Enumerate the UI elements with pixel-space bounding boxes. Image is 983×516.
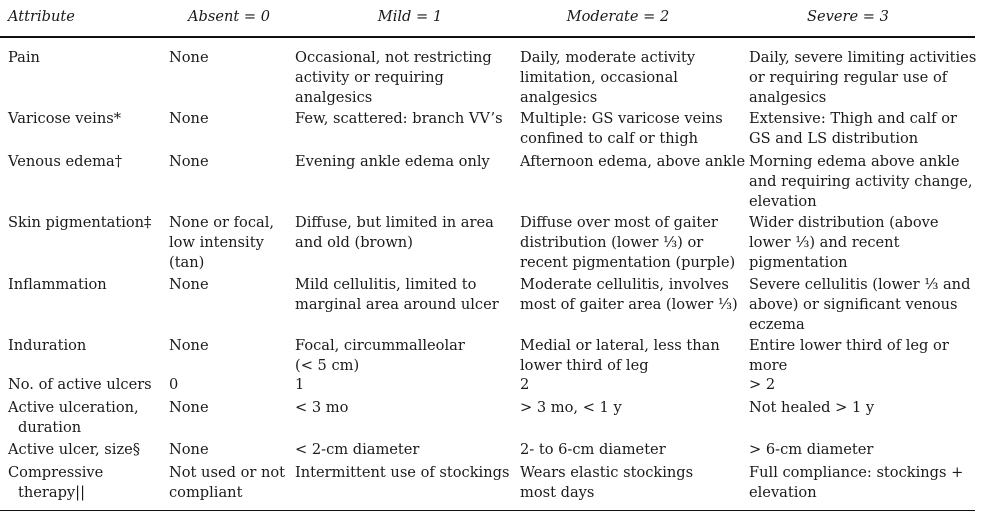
row-attribute: Active ulcer, size§ (8, 441, 141, 458)
row-mild: < 2-cm diameter (295, 441, 420, 458)
row-mild: 1 (295, 376, 305, 393)
row-moderate: Daily, moderate activity limitation, occasional analgesics (520, 49, 696, 106)
row-attribute: Venous edema† (8, 153, 122, 170)
row-mild: Intermittent use of stockings (295, 464, 510, 481)
header-moderate: Moderate = 2 (566, 8, 670, 25)
row-attribute: Pain (8, 49, 40, 66)
row-attribute-line2: therapy|| (18, 484, 85, 501)
row-absent: None (169, 399, 209, 416)
row-attribute-line1: Active ulceration, (8, 399, 139, 416)
row-mild: Focal, circummalleolar (< 5 cm) (295, 337, 465, 374)
row-severe: > 6-cm diameter (749, 441, 874, 458)
row-moderate: Moderate cellulitis, involves most of gaiter area (lower ⅓) (520, 276, 738, 313)
row-moderate: > 3 mo, < 1 y (520, 399, 622, 416)
row-absent: None (169, 441, 209, 458)
row-severe: Wider distribution (above lower ⅓) and recent pigmentation (749, 214, 939, 271)
row-absent: None (169, 153, 209, 170)
row-mild: Evening ankle edema only (295, 153, 490, 170)
row-absent: None (169, 337, 209, 354)
row-attribute: Varicose veins* (8, 110, 122, 127)
row-severe: > 2 (749, 376, 776, 393)
header-severe: Severe = 3 (807, 8, 889, 25)
row-severe: Extensive: Thigh and calf or GS and LS distribution (749, 110, 957, 147)
row-attribute (8, 398, 168, 438)
header-attribute: Attribute (8, 8, 75, 25)
row-absent: None (169, 276, 209, 293)
row-attribute: Inflammation (8, 276, 107, 293)
row-moderate: Medial or lateral, less than lower third of leg (520, 337, 720, 374)
row-moderate: Wears elastic stockings most days (520, 464, 694, 501)
row-attribute (8, 463, 168, 503)
row-attribute-line1: Compressive (8, 464, 104, 481)
row-moderate: 2 (520, 376, 530, 393)
row-absent: 0 (169, 376, 179, 393)
row-attribute: Skin pigmentation‡ (8, 214, 152, 231)
row-moderate: Diffuse over most of gaiter distribution (lower ⅓) or recent pigmentation (purple) (520, 214, 736, 271)
row-severe: Full compliance: stockings + elevation (749, 464, 964, 501)
row-mild: Diffuse, but limited in area and old (brown) (295, 214, 494, 251)
row-mild: Mild cellulitis, limited to marginal area around ulcer (295, 276, 499, 313)
header-mild: Mild = 1 (377, 8, 443, 25)
row-moderate: Multiple: GS varicose veins confined to calf or thigh (520, 110, 723, 147)
row-absent: None (169, 49, 209, 66)
row-absent: None (169, 110, 209, 127)
row-attribute-line2: duration (18, 419, 82, 436)
row-mild: < 3 mo (295, 399, 349, 416)
row-severe: Morning edema above ankle and requiring activity change, elevation (749, 153, 973, 210)
row-absent: None or focal, low intensity (tan) (169, 214, 274, 271)
footer-rule (0, 510, 975, 511)
row-moderate: Afternoon edema, above ankle (520, 153, 746, 170)
row-severe: Not healed > 1 y (749, 399, 875, 416)
row-mild: Occasional, not restricting activity or requiring analgesics (295, 49, 492, 106)
row-absent: Not used or not compliant (169, 464, 286, 501)
row-attribute: No. of active ulcers (8, 376, 152, 393)
row-mild: Few, scattered: branch VV’s (295, 110, 503, 127)
header-rule (0, 36, 975, 38)
row-attribute: Induration (8, 337, 87, 354)
row-severe: Daily, severe limiting activities or requiring regular use of analgesics (749, 49, 977, 106)
row-severe: Severe cellulitis (lower ⅓ and above) or significant venous eczema (749, 276, 971, 333)
header-absent: Absent = 0 (187, 8, 271, 25)
row-severe: Entire lower third of leg or more (749, 337, 949, 374)
row-moderate: 2- to 6-cm diameter (520, 441, 666, 458)
